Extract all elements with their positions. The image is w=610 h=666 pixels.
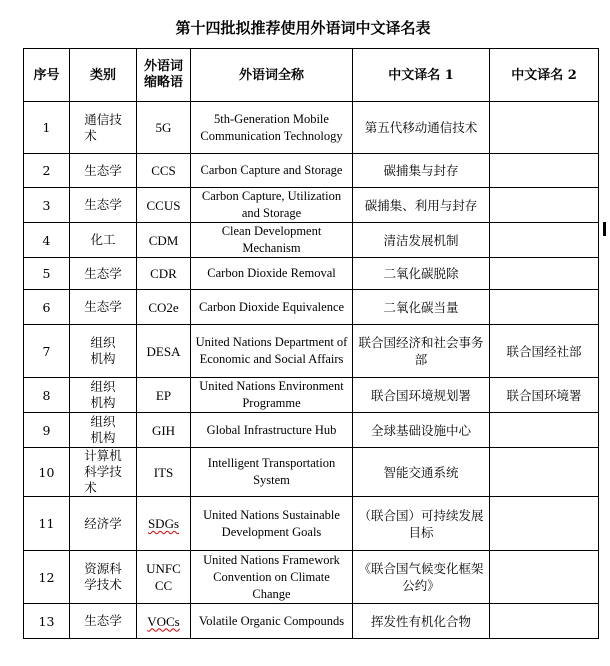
cell-cn2	[490, 188, 599, 223]
cell-cn2	[490, 290, 599, 325]
cell-seq	[24, 223, 70, 258]
cell-category	[70, 258, 137, 290]
cell-abbr	[137, 154, 191, 188]
cell-category-text: 组织机构	[90, 379, 116, 410]
header-full: 外语词全称	[191, 49, 353, 102]
cell-cn2	[490, 497, 599, 551]
cell-full	[191, 497, 353, 551]
cell-cn2-text: 联合国环境署	[506, 387, 582, 403]
cell-abbr	[137, 604, 191, 639]
cell-full-text: United Nations Framework Convention on Climate Change	[203, 552, 340, 601]
cell-seq	[24, 325, 70, 378]
cell-category	[70, 413, 137, 448]
cell-full-text: United Nations Environment Programme	[199, 379, 344, 410]
cell-seq	[24, 413, 70, 448]
cell-cn2	[490, 102, 599, 154]
cell-category-text: 组织机构	[90, 414, 116, 445]
table-row	[24, 413, 599, 448]
cell-full	[191, 258, 353, 290]
cell-cn1	[353, 551, 490, 604]
cell-category	[70, 378, 137, 413]
cell-cn1	[353, 604, 490, 639]
cell-seq-text: 5	[42, 266, 51, 281]
cell-abbr-text: CO2e	[148, 299, 179, 315]
cell-category-text: 生态学	[84, 265, 122, 281]
cell-category	[70, 102, 137, 154]
cell-cn2	[490, 325, 599, 378]
cell-seq-text: 3	[42, 197, 51, 213]
cell-cn1	[353, 154, 490, 188]
cell-seq-text: 12	[38, 569, 55, 585]
cell-cn2	[490, 154, 599, 188]
cell-cn1	[353, 497, 490, 551]
cell-full	[191, 448, 353, 497]
cell-full	[191, 102, 353, 154]
cell-seq	[24, 258, 70, 290]
cell-seq-text: 1	[42, 120, 51, 135]
cell-seq	[24, 154, 70, 188]
cell-seq-text: 13	[38, 613, 55, 629]
cell-cn1-text: （联合国）可持续发展目标	[358, 507, 484, 540]
cell-abbr	[137, 325, 191, 378]
cell-abbr-text: VOCs	[147, 613, 180, 629]
header-cn2: 中文译名 2	[490, 49, 599, 102]
cell-cn1-text: 挥发性有机化合物	[370, 613, 471, 629]
cell-cn1	[353, 448, 490, 497]
table-row	[24, 223, 599, 258]
cell-full	[191, 290, 353, 325]
table-row	[24, 497, 599, 551]
cell-category	[70, 604, 137, 639]
table-row	[24, 604, 599, 639]
cell-abbr	[137, 378, 191, 413]
table-row	[24, 258, 599, 290]
cell-full	[191, 378, 353, 413]
cell-cn2	[490, 604, 599, 639]
cell-full	[191, 325, 353, 378]
cell-seq-text: 2	[42, 163, 51, 178]
cell-seq-text: 4	[42, 232, 51, 248]
cell-abbr	[137, 188, 191, 223]
term-table	[23, 48, 599, 639]
table-row	[24, 325, 599, 378]
cell-cn1	[353, 378, 490, 413]
cell-cn1	[353, 223, 490, 258]
cell-category	[70, 448, 137, 497]
cell-cn2	[490, 223, 599, 258]
cell-full	[191, 551, 353, 604]
cell-cn2	[490, 448, 599, 497]
cell-abbr-text: CDR	[150, 266, 177, 281]
cell-full-text: Global Infrastructure Hub	[206, 422, 337, 437]
cell-abbr	[137, 497, 191, 551]
cell-seq	[24, 497, 70, 551]
cell-seq	[24, 604, 70, 639]
cell-seq	[24, 188, 70, 223]
cell-cn1-text: 智能交通系统	[383, 464, 459, 480]
cell-cn1-text: 碳捕集、利用与封存	[364, 197, 478, 213]
cell-full-text: Intelligent Transportation System	[207, 456, 336, 487]
cell-seq-text: 10	[38, 464, 55, 480]
cell-full-text: 5th-Generation Mobile Communication Technology	[200, 111, 343, 143]
table-row	[24, 551, 599, 604]
cell-abbr	[137, 551, 191, 604]
cell-category	[70, 188, 137, 223]
cell-category-text: 生态学	[84, 299, 122, 314]
header-row	[24, 49, 599, 102]
cell-full-text: Carbon Dioxide Equivalence	[198, 299, 345, 314]
cell-abbr	[137, 223, 191, 258]
cell-cn2	[490, 378, 599, 413]
cell-abbr	[137, 290, 191, 325]
cell-cn1-text: 碳捕集与封存	[383, 163, 459, 178]
cell-abbr	[137, 413, 191, 448]
cell-abbr-text: DESA	[146, 343, 181, 359]
cell-abbr	[137, 258, 191, 290]
cell-full-text: Carbon Dioxide Removal	[207, 266, 336, 280]
cell-cn1	[353, 290, 490, 325]
cell-seq-text: 8	[42, 387, 51, 403]
cell-full	[191, 413, 353, 448]
header-abbr-label: 外语词缩略语	[143, 59, 183, 90]
cell-full-text: Sustainable Development Goals	[221, 507, 340, 539]
header-abbr	[137, 49, 191, 102]
table-row	[24, 448, 599, 497]
cell-full-text: Carbon Capture and Storage	[200, 163, 343, 177]
cell-cn2-text: 联合国经社部	[506, 343, 582, 359]
cell-category-text: 生态学	[84, 162, 122, 178]
cell-seq-text: 6	[42, 299, 51, 315]
cell-abbr-text: UNFCCC	[146, 561, 181, 593]
cell-seq-text: 11	[38, 516, 55, 531]
cell-seq	[24, 290, 70, 325]
cell-abbr-text: CDM	[148, 232, 179, 248]
cell-abbr-text: 5G	[155, 120, 172, 135]
header-category: 类别	[70, 49, 137, 102]
cell-cn1	[353, 188, 490, 223]
cell-abbr-text: ITS	[153, 464, 174, 480]
edge-marker	[603, 222, 606, 236]
table-row	[24, 154, 599, 188]
cell-category-text: 化工	[90, 232, 116, 247]
cell-full	[191, 154, 353, 188]
cell-category-text: 生态学	[84, 197, 122, 212]
cell-abbr-text: GIH	[151, 422, 176, 438]
cell-category-text: 经济学	[84, 515, 122, 531]
cell-cn1-text: 二氧化碳脱除	[383, 266, 459, 281]
cell-category-text: 计算机科学技术	[84, 448, 122, 495]
cell-cn1-text: 《联合国气候变化框架公约》	[358, 561, 484, 593]
cell-cn1-text: 二氧化碳当量	[383, 299, 459, 315]
cell-full	[191, 188, 353, 223]
header-cn1: 中文译名 1	[353, 49, 490, 102]
cell-full	[191, 604, 353, 639]
cell-cn2	[490, 413, 599, 448]
cell-abbr-text: SDGs	[147, 516, 180, 531]
cell-cn1-text: 联合国经济和社会事务部	[358, 335, 484, 367]
cell-full-text: Carbon Capture, Utilization and Storage	[201, 189, 342, 220]
cell-category-text: 组织机构	[90, 335, 116, 366]
cell-cn1-text: 清洁发展机制	[383, 232, 459, 248]
cell-full-text: United Nations Department of Economic and Social Affairs	[195, 335, 348, 366]
cell-abbr-text: EP	[155, 387, 172, 403]
page-title: 第十四批拟推荐使用外语词中文译名表	[175, 19, 431, 37]
cell-category	[70, 223, 137, 258]
cell-full	[191, 223, 353, 258]
cell-cn1	[353, 258, 490, 290]
cell-full-text: Volatile Organic Compounds	[198, 613, 345, 628]
cell-category-text: 生态学	[84, 613, 122, 628]
table-row	[24, 290, 599, 325]
cell-abbr	[137, 102, 191, 154]
cell-cn2	[490, 258, 599, 290]
cell-category	[70, 290, 137, 325]
cell-category-text: 通信技术	[84, 111, 122, 143]
cell-category	[70, 497, 137, 551]
table-row	[24, 102, 599, 154]
cell-cn1	[353, 102, 490, 154]
header-seq: 序号	[24, 49, 70, 102]
cell-seq	[24, 378, 70, 413]
cell-seq	[24, 551, 70, 604]
cell-abbr	[137, 448, 191, 497]
cell-abbr-text: CCS	[151, 163, 176, 178]
cell-category	[70, 325, 137, 378]
cell-cn1	[353, 413, 490, 448]
cell-cn1-text: 第五代移动通信技术	[364, 120, 478, 135]
cell-cn2	[490, 551, 599, 604]
cell-cn1	[353, 325, 490, 378]
cell-full-text: Clean Development Mechanism	[221, 224, 322, 255]
table-row	[24, 378, 599, 413]
cell-cn1-text: 联合国环境规划署	[370, 387, 471, 403]
cell-cn1-text: 全球基础设施中心	[370, 422, 471, 438]
cell-seq-text: 7	[42, 343, 51, 359]
cell-full-prefix: United Nations	[203, 507, 283, 522]
cell-category	[70, 551, 137, 604]
cell-category	[70, 154, 137, 188]
cell-seq	[24, 102, 70, 154]
cell-category-text: 资源科学技术	[84, 561, 122, 592]
cell-seq-text: 9	[42, 422, 51, 438]
cell-seq	[24, 448, 70, 497]
cell-abbr-text: CCUS	[146, 197, 181, 213]
table-row	[24, 188, 599, 223]
